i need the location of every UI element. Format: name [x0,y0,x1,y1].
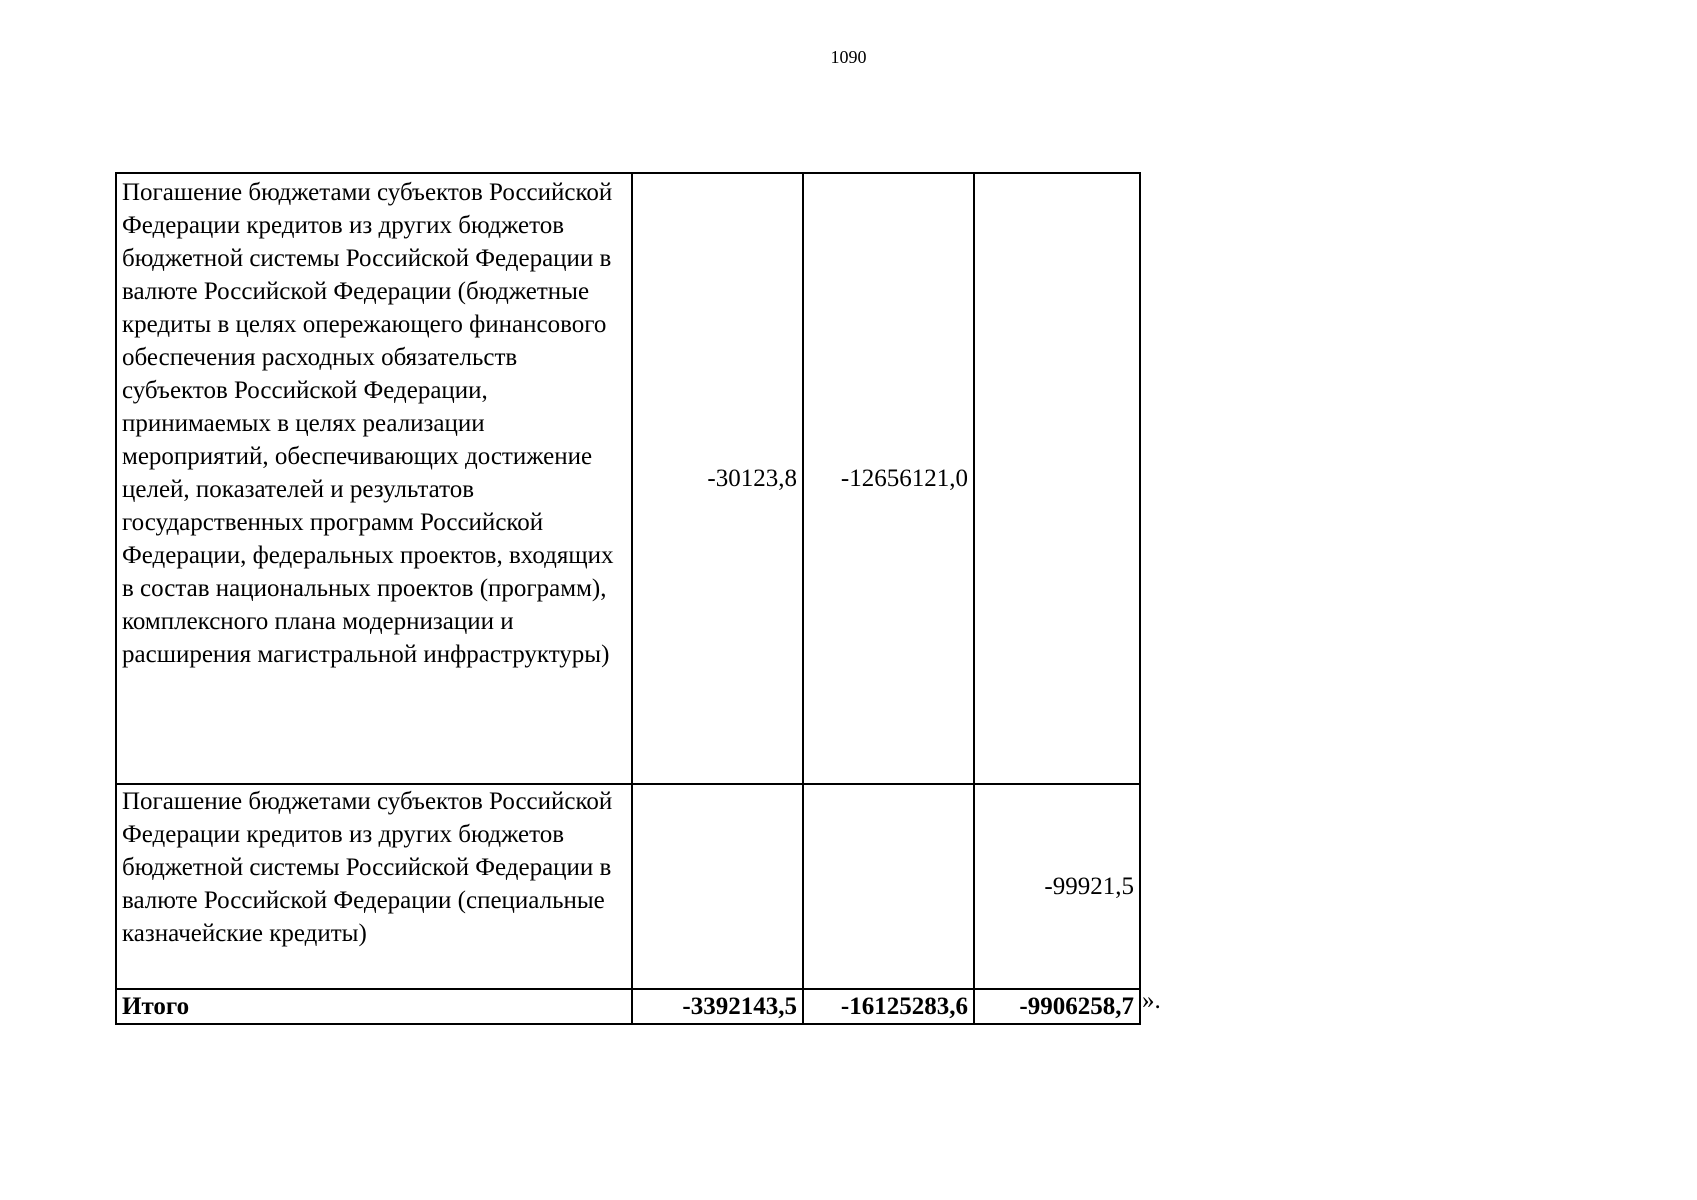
closing-quote-mark: ». [1142,987,1161,1014]
row-value-2 [803,784,974,989]
total-value-3: -9906258,7 [974,989,1140,1024]
table-row [116,173,1140,784]
row-value-1 [632,784,803,989]
row-value-1: -30123,8 [632,173,803,784]
total-value-1: -3392143,5 [632,989,803,1024]
budget-table [115,172,1141,1025]
total-label: Итого [116,989,632,1024]
row-value-2: -12656121,0 [803,173,974,784]
page-number: 1090 [830,47,867,67]
row-description: Погашение бюджетами субъектов Российской Федерации кредитов из других бюджетов бюджетной системы Российской Федерации в валюте Российской Федерации (специальные казначейские кредиты) [116,784,632,989]
row-description: Погашение бюджетами субъектов Российской Федерации кредитов из других бюджетов бюджетной системы Российской Федерации в валюте Российской Федерации (бюджетные кредиты в целях опережающего финансового обеспечения расходных обязательств субъектов Российской Федерации, принимаемых в целях реализации мероприятий, обеспечивающих достижение целей, показателей и результатов государственных программ Российской Федерации, федеральных проектов, входящих в состав национальных проектов (программ), комплексного плана модернизации и расширения магистральной инфраструктуры) [116,173,632,784]
total-value-2: -16125283,6 [803,989,974,1024]
row-value-3 [974,173,1140,784]
row-value-3: -99921,5 [974,784,1140,989]
total-row [116,989,1140,1024]
table-row [116,784,1140,989]
